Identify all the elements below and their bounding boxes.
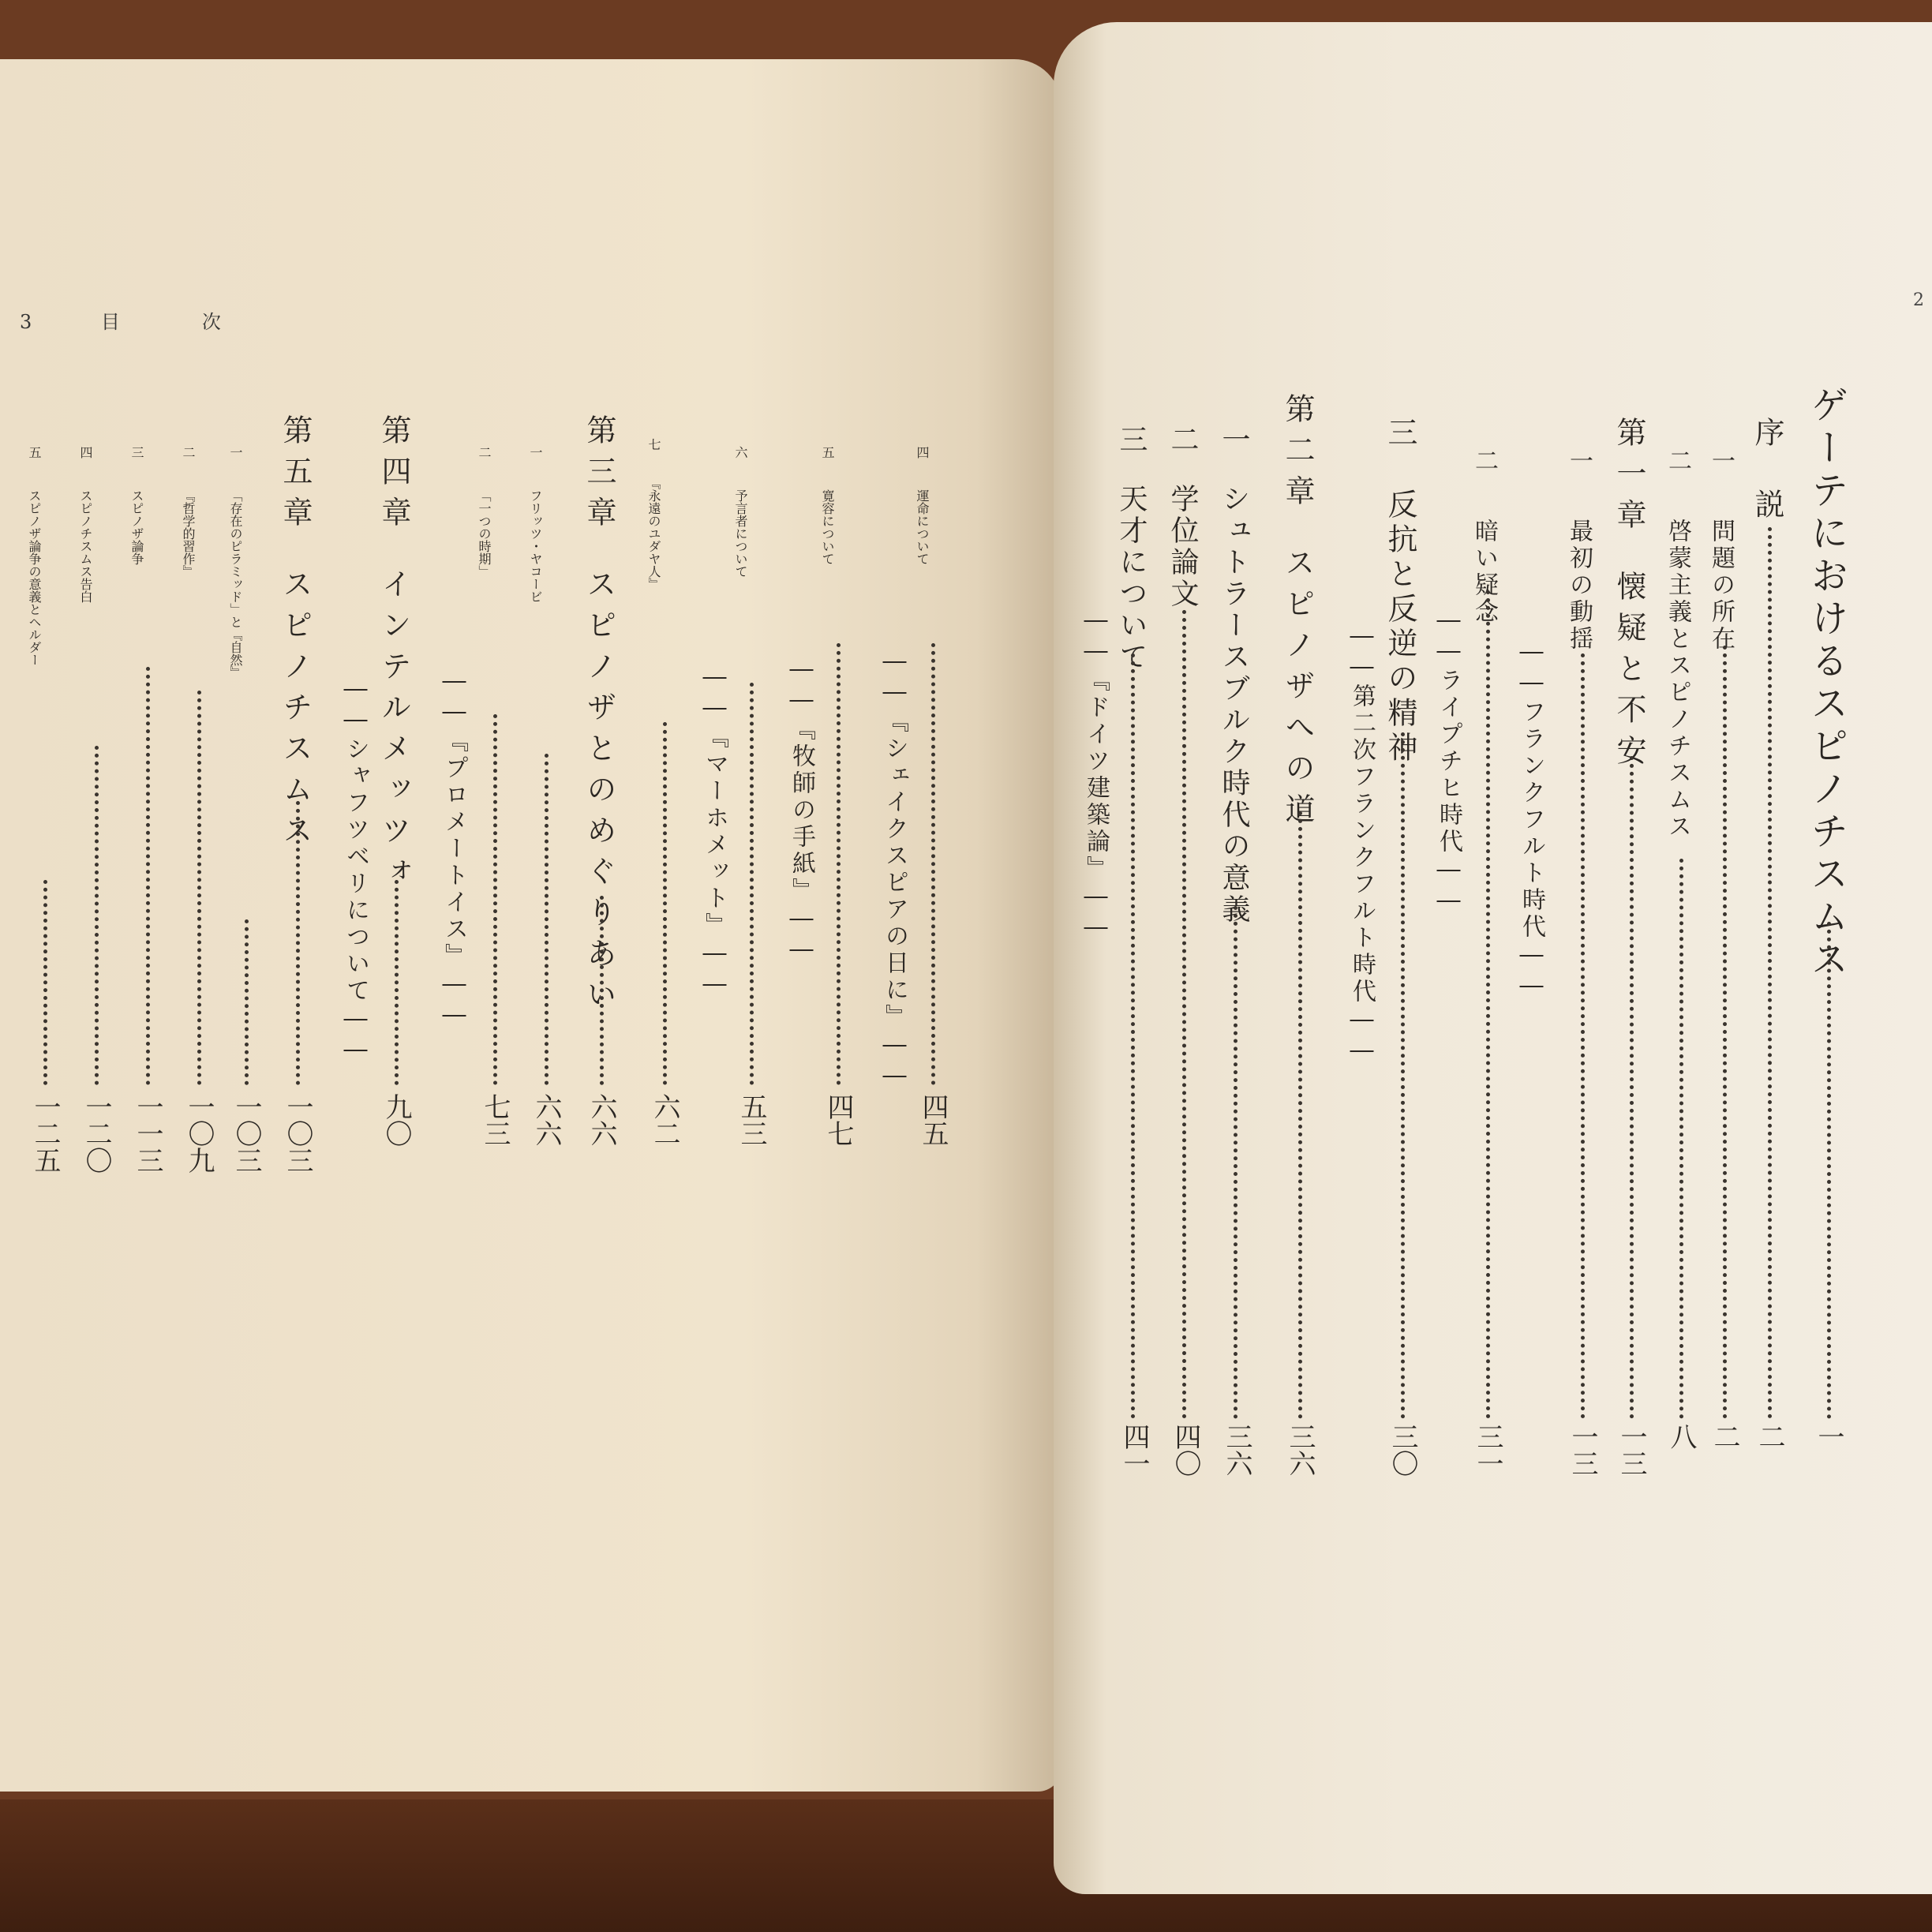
page-number: 一〇三	[230, 1093, 262, 1174]
leader-dots	[395, 880, 399, 1085]
chapter-heading: 第五章 スピノチスムス	[278, 414, 313, 856]
toc-entry: 三 スピノザ論争	[129, 446, 144, 565]
toc-entry: 一 シュトラースブルク時代の意義	[1218, 425, 1250, 926]
leader-dots	[1486, 590, 1490, 1419]
page-number: 四五	[917, 1093, 949, 1147]
page-number: 五三	[736, 1093, 767, 1147]
page-number: 三六	[1284, 1423, 1316, 1477]
toc-subtitle: ――『牧師の手紙』――	[788, 655, 815, 966]
folio: 2	[1913, 290, 1924, 310]
leader-dots	[1679, 859, 1683, 1419]
toc-subtitle: ――『ドイツ建築論』――	[1082, 606, 1110, 944]
leader-dots	[1723, 646, 1727, 1419]
toc-entry: 二 学位論文	[1166, 425, 1199, 610]
page-number: 一二〇	[80, 1093, 112, 1174]
right-page	[1054, 22, 1932, 1894]
page-number: 三六	[1221, 1423, 1252, 1477]
toc-entry: 二 啓蒙主義とスピノチスムス	[1664, 448, 1691, 841]
leader-dots	[43, 880, 47, 1085]
toc-entry: 五 スピノザ論争の意義とヘルダー	[27, 446, 42, 666]
page-number: 一〇九	[183, 1093, 215, 1174]
leader-dots	[245, 919, 249, 1085]
leader-dots	[197, 691, 201, 1085]
leader-dots	[1827, 922, 1831, 1419]
leader-dots	[1131, 653, 1135, 1419]
page-number: 六六	[586, 1093, 617, 1147]
toc-entry: 三 反抗と反逆の精神	[1383, 417, 1417, 766]
page-number: 九〇	[380, 1093, 412, 1147]
leader-dots	[146, 667, 150, 1085]
page-number: 六六	[530, 1093, 562, 1147]
page-number: 四〇	[1170, 1423, 1201, 1477]
leader-dots	[1234, 906, 1237, 1419]
leader-dots	[1298, 811, 1302, 1419]
toc-subtitle: ――『プロメートイス』――	[440, 667, 468, 1032]
chapter-heading: 第一章 懐疑と不安	[1612, 417, 1646, 776]
leader-dots	[545, 754, 549, 1085]
toc-entry: 四 運命について	[915, 446, 930, 565]
toc-entry: 三 天才について	[1115, 425, 1148, 673]
toc-entry: 二 『哲学的習作』	[181, 446, 196, 578]
leader-dots	[931, 643, 935, 1085]
leader-dots	[1630, 756, 1634, 1419]
page-number: 一一三	[132, 1093, 163, 1174]
leader-dots	[837, 643, 841, 1085]
leader-dots	[1768, 527, 1772, 1419]
page-number: 三一	[1472, 1423, 1503, 1477]
toc-subtitle: ――ライプチヒ時代――	[1435, 606, 1462, 917]
page-number: 一三	[1616, 1423, 1647, 1477]
page-number: 七三	[479, 1093, 511, 1147]
toc-entry: 六 予言者について	[733, 446, 748, 578]
toc-entry: 五 寛容について	[820, 446, 835, 565]
page-number: 三〇	[1387, 1423, 1418, 1477]
toc-subtitle: ――フランクフルト時代――	[1518, 638, 1545, 1002]
toc-subtitle: ――第二次フランクフルト時代――	[1348, 622, 1376, 1067]
toc-entry: 一 問題の所在	[1707, 448, 1735, 653]
leader-dots	[600, 896, 604, 1085]
page-number: 二	[1754, 1423, 1785, 1450]
toc-entry: 二 「一つの時期」	[477, 446, 492, 578]
toc-subtitle: ――シャフツベリについて――	[342, 675, 369, 1066]
toc-entry: 四 スピノチスムス告白	[78, 446, 93, 603]
running-head: 3 目 次	[20, 311, 253, 333]
page-number: 八	[1665, 1423, 1697, 1450]
toc-entry: 七 『永遠のユダヤ人』	[646, 438, 661, 590]
toc-entry: 一 最初の動揺	[1565, 448, 1593, 653]
toc-main-title: ゲーテにおけるスピノチスムス	[1804, 385, 1848, 982]
page-number: 二	[1709, 1423, 1740, 1450]
toc-subtitle: ――『シェイクスピアの日に』――	[881, 647, 908, 1092]
chapter-heading: 序 説	[1750, 417, 1784, 530]
leader-dots	[493, 714, 497, 1085]
page-number: 一三	[1567, 1423, 1598, 1477]
toc-entry: 一 フリッツ・ヤコービ	[528, 446, 543, 603]
leader-dots	[95, 746, 99, 1085]
left-page	[0, 59, 1061, 1792]
leader-dots	[1182, 610, 1186, 1419]
chapter-heading: 第三章 スピノザとのめぐりあい	[582, 414, 616, 1020]
page-number: 四七	[822, 1093, 854, 1147]
toc-subtitle: ――『マーホメット』――	[701, 663, 728, 1001]
page-number: 六二	[649, 1093, 680, 1147]
chapter-heading: 第二章 スピノザへの道	[1280, 393, 1315, 834]
page-number: 一二五	[29, 1093, 61, 1174]
leader-dots	[663, 722, 667, 1085]
leader-dots	[750, 683, 754, 1085]
leader-dots	[296, 801, 300, 1085]
toc-entry: 二 暗い疑念	[1470, 448, 1498, 626]
page-number: 四一	[1118, 1423, 1150, 1477]
page-number: 一	[1813, 1423, 1844, 1450]
chapter-heading: 第四章 インテルメッツォ	[376, 414, 411, 897]
toc-entry: 一 「存在のピラミッド」と『自然』	[228, 446, 243, 679]
leader-dots	[1401, 732, 1405, 1419]
page-number: 一〇三	[282, 1093, 313, 1174]
leader-dots	[1581, 653, 1585, 1419]
